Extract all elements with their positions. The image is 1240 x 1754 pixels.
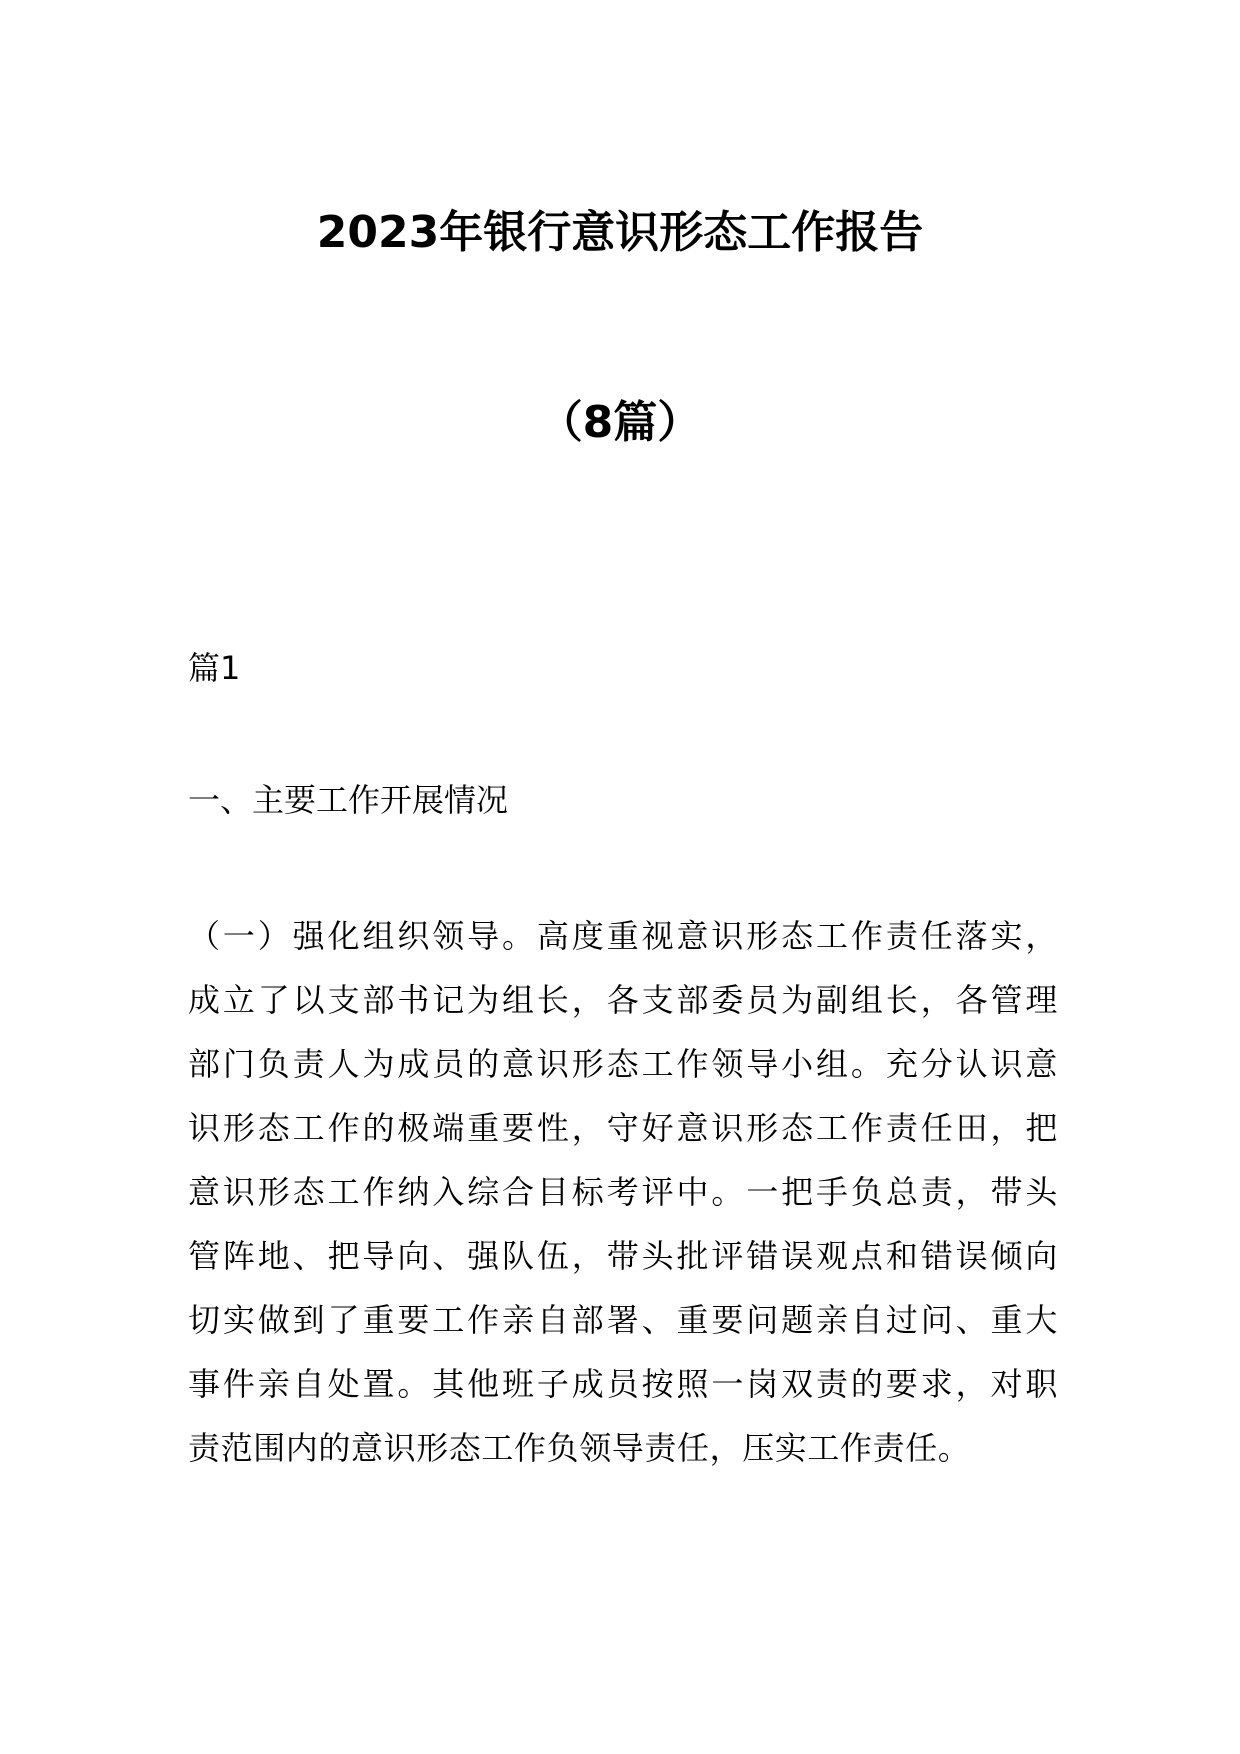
paragraph-line: 责范围内的意识形态工作负领导责任，压实工作责任。: [188, 1429, 971, 1467]
piece-label: 篇1: [188, 649, 241, 687]
paragraph-line: 管阵地、把导向、强队伍，带头批评错误观点和错误倾向: [188, 1237, 1058, 1275]
body-paragraph: [188, 904, 1058, 1480]
paragraph-line: 部门负责人为成员的意识形态工作领导小组。充分认识意: [188, 1045, 1058, 1083]
paragraph-line: 事件亲自处置。其他班子成员按照一岗双责的要求，对职: [188, 1365, 1058, 1403]
paragraph-line: 切实做到了重要工作亲自部署、重要问题亲自过问、重大: [188, 1301, 1058, 1339]
paragraph-line: 成立了以支部书记为组长，各支部委员为副组长，各管理: [188, 981, 1058, 1019]
document-title: 2023年银行意识形态工作报告: [316, 207, 924, 258]
paragraph-line: （一）强化组织领导。高度重视意识形态工作责任落实，: [188, 917, 1058, 955]
paragraph-line: 识形态工作的极端重要性，守好意识形态工作责任田，把: [188, 1109, 1058, 1147]
document-subtitle: （8篇）: [538, 397, 702, 448]
section-heading: 一、主要工作开展情况: [188, 781, 509, 819]
paragraph-line: 意识形态工作纳入综合目标考评中。一把手负总责，带头: [188, 1173, 1058, 1211]
